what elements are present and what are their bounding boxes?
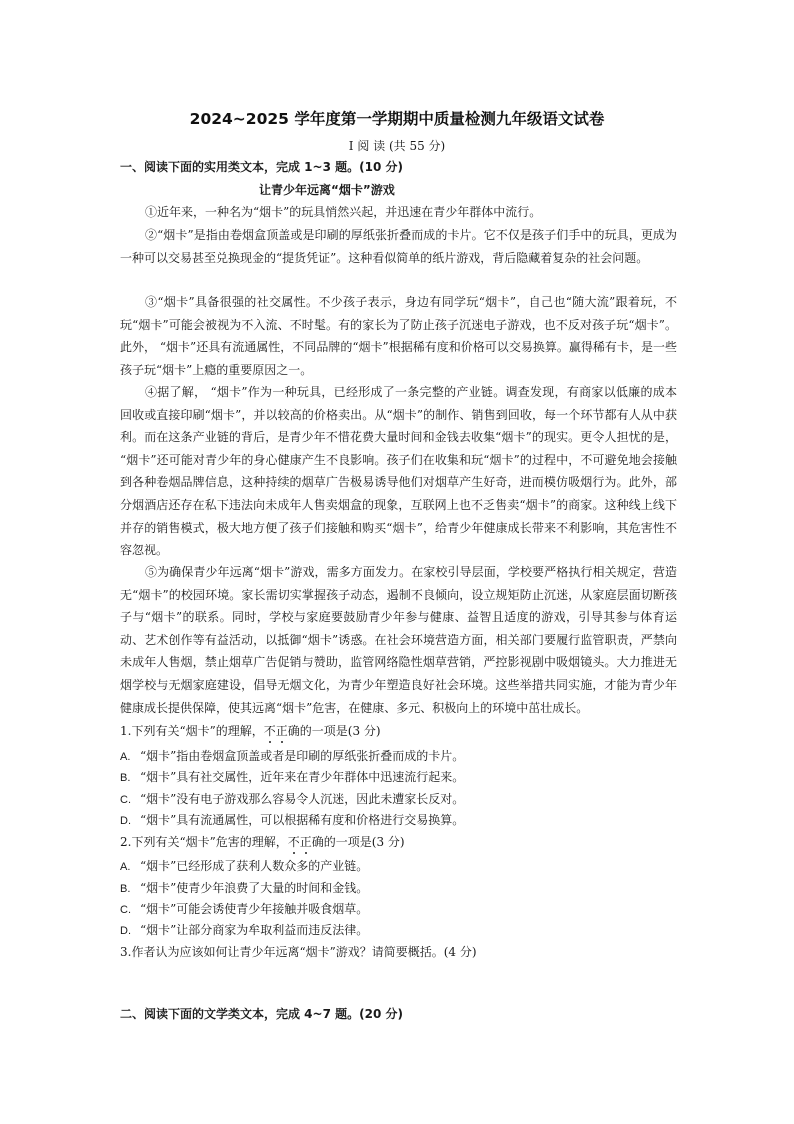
option-text: “烟卡”可能会诱使青少年接触并吸食烟草。 bbox=[140, 902, 369, 916]
paragraph-3: ③“烟卡”具备很强的社交属性。不少孩子表示，身边有同学玩“烟卡”，自己也“随大流”跟着玩，不玩“烟卡”可能会被视为不入流、不时髦。有的家长为了防止孩子沉迷电子游戏，也不反对孩子玩“烟卡”。此外， “烟卡”还具有流通属性，不同品牌的“烟卡”根据稀有度和价格可以交易换算。赢得稀有卡，是一些孩子玩“烟卡”上瘾的重要原因之一。 bbox=[120, 295, 677, 377]
question-2-text: 2.下列有关“烟卡”危害的理解， bbox=[120, 835, 288, 849]
section-2-heading: 二、阅读下面的文学类文本，完成 4~7 题。(20 分) bbox=[120, 1007, 403, 1021]
question-1-tail: 确的一项是(3 分) bbox=[287, 724, 381, 738]
option-1a bbox=[120, 747, 464, 764]
option-2b bbox=[120, 879, 368, 896]
question-2 bbox=[120, 833, 405, 850]
paragraph-4: ④据了解， “烟卡”作为一种玩具，已经形成了一条完整的产业链。调查发现，有商家以低廉的成本回收或直接印刷“烟卡”，并以较高的价格卖出。从“烟卡”的制作、销售到回收，每一个环节都有人从中获利。而在这条产业链的背后，是青少年不惜花费大量时间和金钱去收集“烟卡”的现实。更令人担忧的是， “烟卡”还可能对青少年的身心健康产生不良影响。孩子们在收集和玩“烟卡”的过程中，不可避免地会接触到各种卷烟品牌信息，这种持续的烟草广告极易诱导他们对烟草产生好奇，进而模仿吸烟行为。此外，部分烟酒店还存在私下违法向未成年人售卖烟盒的现象，互联网上也不乏售卖“烟卡”的商家。这种线上线下并存的销售模式，极大地方便了孩子们接触和购买“烟卡”，给青少年健康成长带来不利影响，其危害性不容忽视。 bbox=[120, 385, 677, 558]
exam-title: 2024~2025 学年度第一学期期中质量检测九年级语文试卷 bbox=[189, 110, 605, 128]
option-2a bbox=[120, 857, 368, 874]
option-letter: A. bbox=[120, 751, 131, 763]
emphasis-mark: 不 bbox=[263, 724, 276, 738]
question-2-tail: 确的一项是(3 分) bbox=[311, 835, 405, 849]
option-text: “烟卡”具有社交属性，近年来在青少年群体中迅速流行起来。 bbox=[140, 770, 465, 784]
question-1-text: 1.下列有关“烟卡”的理解， bbox=[120, 724, 264, 738]
option-letter: B. bbox=[120, 772, 131, 784]
option-1c bbox=[120, 790, 464, 807]
option-text: “烟卡”具有流通属性，可以根据稀有度和价格进行交易换算。 bbox=[140, 813, 465, 827]
option-letter: A. bbox=[120, 861, 131, 873]
paragraph-5: ⑤为确保青少年远离“烟卡”游戏，需多方面发力。在家校引导层面，学校要严格执行相关规定，营造无“烟卡”的校园环境。家长需切实掌握孩子动态，遏制不良倾向，设立规矩防止沉迷，从家庭层面切断孩子与“烟卡”的联系。同时，学校与家庭要鼓励青少年参与健康、益智且适度的游戏，引导其参与体育运动、艺术创作等有益活动，以抵御“烟卡”诱惑。在社会环境营造方面，相关部门要履行监管职责，严禁向未成年人售烟，禁止烟草广告促销与赞助，监管网络隐性烟草营销，严控影视剧中吸烟镜头。大力推进无烟学校与无烟家庭建设，倡导无烟文化，为青少年塑造良好社会环境。这些举措共同实施，才能为青少年健康成长提供保障，使其远离“烟卡”危害，在健康、多元、积极向上的环境中茁壮成长。 bbox=[120, 565, 677, 715]
option-letter: B. bbox=[120, 883, 131, 895]
option-text: “烟卡”让部分商家为牟取利益而违反法律。 bbox=[140, 923, 369, 937]
question-1 bbox=[120, 722, 381, 739]
article-title: 让青少年远离“烟卡”游戏 bbox=[259, 183, 395, 197]
paragraph-2: ②“烟卡”是指由卷烟盒顶盖或是印刷的厚纸张折叠而成的卡片。它不仅是孩子们手中的玩具，更成为一种可以交易甚至兑换现金的“提货凭证”。这种看似简单的纸片游戏，背后隐藏着复杂的社会问题。 bbox=[120, 228, 677, 265]
option-1d bbox=[120, 811, 464, 828]
option-1b bbox=[120, 768, 464, 785]
option-letter: D. bbox=[120, 815, 131, 827]
option-text: “烟卡”没有电子游戏那么容易令人沉迷，因此未遭家长反对。 bbox=[140, 792, 465, 806]
option-text: “烟卡”使青少年浪费了大量的时间和金钱。 bbox=[140, 881, 369, 895]
option-2c bbox=[120, 900, 368, 917]
emphasis-mark: 正 bbox=[299, 835, 312, 849]
section-1-heading: 一、阅读下面的实用类文本，完成 1~3 题。(10 分) bbox=[120, 160, 403, 174]
option-text: “烟卡”已经形成了获利人数众多的产业链。 bbox=[140, 859, 369, 873]
question-3: 3.作者认为应该如何让青少年远离“烟卡”游戏？请简要概括。(4 分) bbox=[120, 945, 477, 959]
option-letter: C. bbox=[120, 794, 131, 806]
emphasis-mark: 正 bbox=[275, 724, 288, 738]
emphasis-mark: 不 bbox=[287, 835, 300, 849]
part-heading: Ⅰ 阅 读 (共 55 分) bbox=[348, 139, 446, 153]
option-text: “烟卡”指由卷烟盒顶盖或者是印刷的厚纸张折叠而成的卡片。 bbox=[140, 749, 465, 763]
option-2d bbox=[120, 921, 368, 938]
option-letter: C. bbox=[120, 904, 131, 916]
option-letter: D. bbox=[120, 925, 131, 937]
paragraph-1: ①近年来，一种名为“烟卡”的玩具悄然兴起，并迅速在青少年群体中流行。 bbox=[145, 205, 542, 219]
